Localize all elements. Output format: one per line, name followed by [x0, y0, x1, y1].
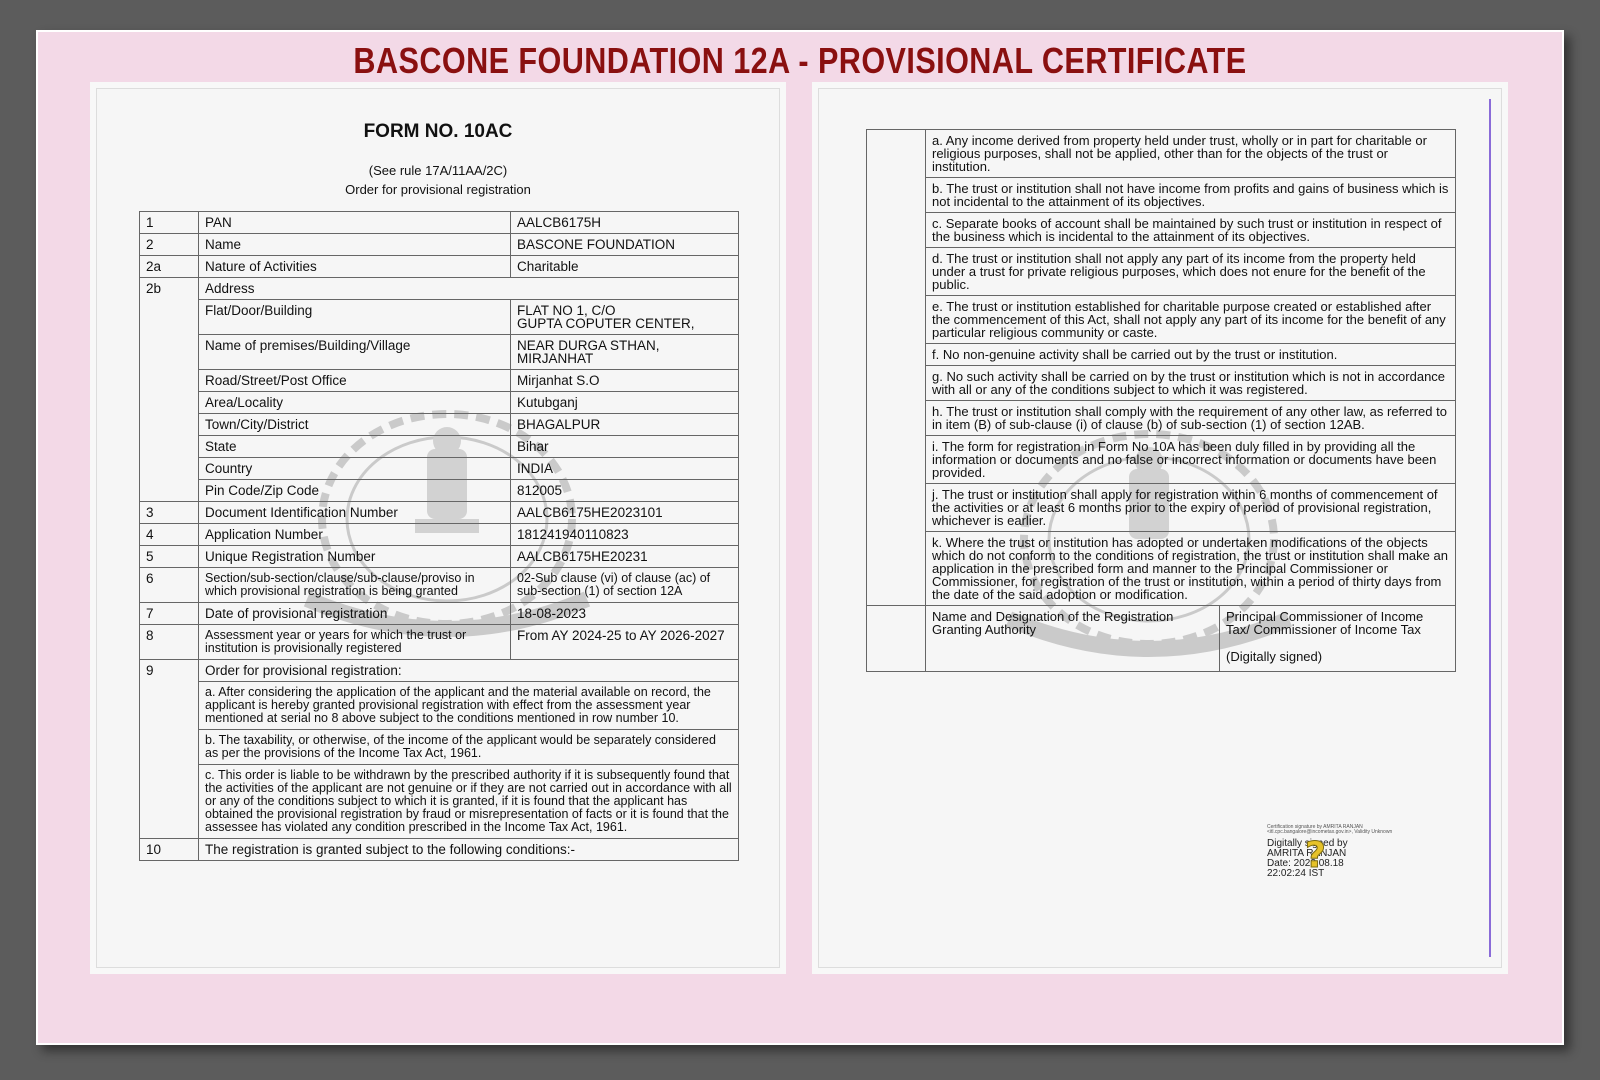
table-row — [140, 278, 739, 300]
table-row — [140, 436, 739, 458]
row-label: Order for provisional registration: — [199, 660, 739, 682]
order-clause-b: b. The taxability, or otherwise, of the income of the applicant would be separately considered as per the provisions of the Income Tax Act, 1961. — [199, 730, 739, 765]
row-label: Nature of Activities — [199, 256, 511, 278]
flat-value: FLAT NO 1, C/O GUPTA COPUTER CENTER, — [511, 300, 739, 335]
row-number: 9 — [140, 660, 199, 839]
table-row — [140, 370, 739, 392]
form-order-title: Order for provisional registration — [345, 182, 531, 197]
row-number: 4 — [140, 524, 199, 546]
premises-value: NEAR DURGA STHAN, MIRJANHAT — [511, 335, 739, 370]
row-number: 2 — [140, 234, 199, 256]
row-number: 1 — [140, 212, 199, 234]
order-clause-c: c. This order is liable to be withdrawn by the prescribed authority if it is subsequently found that the activities of the applicant are not genuine or if they are not carried out in accordance with all or any of the conditions subject to which it is granted, if it is found that the applicant has obtained the provisional registration by fraud or misrepresentation of facts or it is found that the assessee has violated any condition prescribed in the Income Tax Act, 1961. — [199, 765, 739, 839]
row-label: Road/Street/Post Office — [199, 370, 511, 392]
table-row — [140, 524, 739, 546]
row-label: Application Number — [199, 524, 511, 546]
row-label: Pin Code/Zip Code — [199, 480, 511, 502]
town-value: BHAGALPUR — [511, 414, 739, 436]
digitally-signed-note: (Digitally signed) — [1226, 649, 1323, 664]
condition-k: k. Where the trust or institution has adopted or undertaken modifications of the objects which do not conform to the conditions of registration, the trust or institution shall make an application in the prescribed form and manner to the Principal Commissioner or Commissioner, for registration of the trust or institution, within a period of thirty days from the date of the said adoption or modification. — [926, 532, 1456, 606]
table-row — [867, 366, 1456, 401]
row-label: Name of premises/Building/Village — [199, 335, 511, 370]
row-number: 7 — [140, 603, 199, 625]
urn-value: AALCB6175HE20231 — [511, 546, 739, 568]
table-row — [140, 502, 739, 524]
nature-value: Charitable — [511, 256, 739, 278]
table-row — [140, 730, 739, 765]
table-row — [140, 392, 739, 414]
form-page-2 — [818, 88, 1502, 968]
condition-c: c. Separate books of account shall be maintained by such trust or institution in respect of the business which is incidental to the attainment of its objectives. — [926, 213, 1456, 248]
signed-by-label: Digitally signed by — [1267, 838, 1348, 849]
row-number: 2a — [140, 256, 199, 278]
row-label: Assessment year or years for which the trust or institution is provisionally registered — [199, 625, 511, 660]
row-number: 2b — [140, 278, 199, 502]
registration-table — [139, 211, 739, 861]
assessment-year-value: From AY 2024-25 to AY 2026-2027 — [511, 625, 739, 660]
area-value: Kutubganj — [511, 392, 739, 414]
row-label: Town/City/District — [199, 414, 511, 436]
condition-a: a. Any income derived from property held under trust, wholly or in part for charitable or religious purposes, shall not be applied, other than for the objects of the trust or institution. — [926, 130, 1456, 178]
row-number: 6 — [140, 568, 199, 603]
table-row — [140, 603, 739, 625]
certificate-frame — [36, 30, 1564, 1045]
signature-time: 22:02:24 IST — [1267, 868, 1325, 879]
row-label: Country — [199, 458, 511, 480]
form-subtitle — [97, 161, 779, 199]
signature-date: Date: 2023.08.18 — [1267, 858, 1344, 869]
state-value: Bihar — [511, 436, 739, 458]
authority-label: Name and Designation of the Registration Granting Authority — [926, 606, 1220, 672]
svg-text:?: ? — [1305, 835, 1326, 873]
authority-value — [1220, 606, 1456, 672]
authority-designation: Principal Commissioner of Income Tax/ Commissioner of Income Tax — [1226, 609, 1424, 637]
table-row — [867, 248, 1456, 296]
table-row — [140, 568, 739, 603]
table-row — [867, 130, 1456, 178]
application-number-value: 181241940110823 — [511, 524, 739, 546]
row-label: PAN — [199, 212, 511, 234]
form-title: FORM NO. 10AC — [363, 121, 513, 142]
signature-validity-icon — [1297, 833, 1337, 873]
din-value: AALCB6175HE2023101 — [511, 502, 739, 524]
row-label: Flat/Door/Building — [199, 300, 511, 335]
table-row — [867, 178, 1456, 213]
condition-f: f. No non-genuine activity shall be carried out by the trust or institution. — [926, 344, 1456, 366]
table-row — [140, 682, 739, 730]
signer-name: AMRITA RANJAN — [1267, 848, 1347, 859]
table-row — [140, 660, 739, 682]
table-row — [867, 436, 1456, 484]
table-row — [867, 401, 1456, 436]
row-label: Section/sub-section/clause/sub-clause/proviso in which provisional registration is being granted — [199, 568, 511, 603]
table-row — [140, 300, 739, 335]
row-label: Name — [199, 234, 511, 256]
page-title: BASCONE FOUNDATION 12A - PROVISIONAL CERTIFICATE — [353, 40, 1247, 81]
form-page-1 — [96, 88, 780, 968]
row-label: Area/Locality — [199, 392, 511, 414]
table-row — [140, 546, 739, 568]
row-number: 10 — [140, 839, 199, 861]
row-label: Unique Registration Number — [199, 546, 511, 568]
row-number: 3 — [140, 502, 199, 524]
section-value: 02-Sub clause (vi) of clause (ac) of sub-section (1) of section 12A — [511, 568, 739, 603]
certification-note: Certification signature by AMRITA RANJAN <itl.cpc.bangalore@incometax.gov.in>, Validity Unknown — [1267, 824, 1393, 835]
order-clause-a: a. After considering the application of the applicant and the material available on record, the applicant is hereby granted provisional registration with effect from the assessment year mentioned at serial no 8 above subject to the conditions mentioned in row number 10. — [199, 682, 739, 730]
table-row — [140, 839, 739, 861]
page-edge-line — [1489, 99, 1491, 957]
table-row — [867, 532, 1456, 606]
row-label: State — [199, 436, 511, 458]
road-value: Mirjanhat S.O — [511, 370, 739, 392]
table-row — [140, 234, 739, 256]
row-label: Address — [199, 278, 739, 300]
condition-g: g. No such activity shall be carried on by the trust or institution which is not in accordance with all or any of the conditions subject to which it was registered. — [926, 366, 1456, 401]
digital-signature-block — [1267, 825, 1417, 879]
name-value: BASCONE FOUNDATION — [511, 234, 739, 256]
condition-i: i. The form for registration in Form No 10A has been duly filled in by providing all the information or documents and no false or incorrect information or documents have been provided. — [926, 436, 1456, 484]
row-number-blank — [867, 130, 926, 606]
condition-d: d. The trust or institution shall not apply any part of its income from the property held under a trust for private religious purposes, which does not enure for the benefit of the public. — [926, 248, 1456, 296]
row-label: The registration is granted subject to the following conditions:- — [199, 839, 739, 861]
table-row — [140, 256, 739, 278]
row-label: Date of provisional registration — [199, 603, 511, 625]
condition-h: h. The trust or institution shall comply with the requirement of any other law, as referred to in item (B) of sub-clause (i) of clause (b) of sub-section (1) of section 12AB. — [926, 401, 1456, 436]
pan-value: AALCB6175H — [511, 212, 739, 234]
table-row — [140, 458, 739, 480]
country-value: INDIA — [511, 458, 739, 480]
row-number-blank — [867, 606, 926, 672]
table-row — [867, 344, 1456, 366]
table-row — [867, 213, 1456, 248]
condition-e: e. The trust or institution established for charitable purpose created or established after the commencement of this Act, shall not apply any part of its income for the benefit of any particular religious community or caste. — [926, 296, 1456, 344]
date-value: 18-08-2023 — [511, 603, 739, 625]
condition-j: j. The trust or institution shall apply for registration within 6 months of commencement of the activities or at least 6 months prior to the expiry of period of provisional registration, whichever is earlier. — [926, 484, 1456, 532]
table-row — [140, 480, 739, 502]
pin-value: 812005 — [511, 480, 739, 502]
table-row — [867, 296, 1456, 344]
table-row — [140, 335, 739, 370]
row-number: 5 — [140, 546, 199, 568]
table-row — [140, 212, 739, 234]
conditions-table — [866, 129, 1456, 672]
row-label: Document Identification Number — [199, 502, 511, 524]
form-rule: (See rule 17A/11AA/2C) — [368, 163, 508, 178]
table-row — [867, 606, 1456, 672]
table-row — [867, 484, 1456, 532]
condition-b: b. The trust or institution shall not have income from profits and gains of business which is not incidental to the attainment of its objectives. — [926, 178, 1456, 213]
table-row — [140, 765, 739, 839]
table-row — [140, 414, 739, 436]
row-number: 8 — [140, 625, 199, 660]
table-row — [140, 625, 739, 660]
